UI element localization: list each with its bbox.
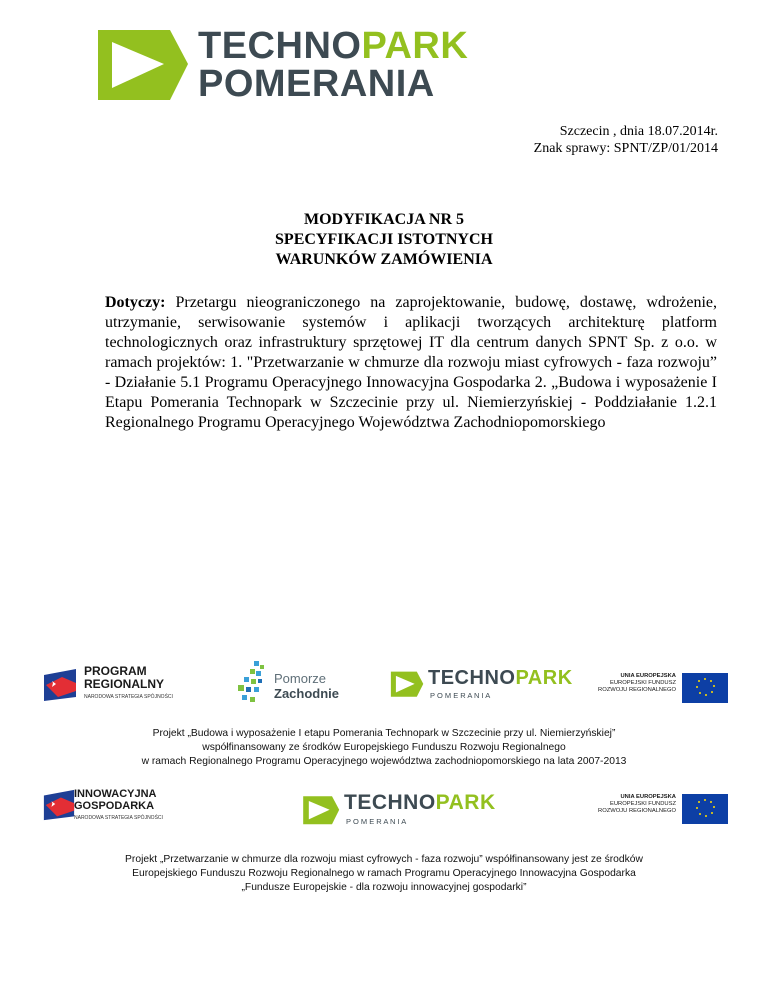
eu-flag-icon: [682, 673, 728, 703]
tp2-word-techno: TECHNO: [344, 791, 436, 814]
eu1-line-2: EUROPEJSKI FUNDUSZ: [609, 680, 676, 686]
innowacyjna-gospodarka-logo: [42, 784, 212, 828]
technopark-small-logo-1: [388, 665, 573, 705]
caption2-line-2: Europejskiego Funduszu Rozwoju Regionalnego w ramach Programu Operacyjnego Innowacyjna Gospodarka: [132, 868, 636, 879]
place-date: Szczecin , dnia 18.07.2014r.: [559, 124, 718, 139]
eu-logo-2: [598, 794, 738, 830]
eu1-line-1: UNIA EUROPEJSKA: [620, 673, 676, 679]
logo-word-pomerania: POMERANIA: [198, 63, 435, 105]
nss-flag-icon: [42, 667, 78, 703]
logo-word-techno: TECHNO: [198, 25, 362, 67]
technopark-mark-small-icon: [388, 667, 424, 701]
technopark-mark-small-icon-2: [300, 792, 340, 828]
nss-flag-icon-2: [42, 788, 76, 822]
pomorze-zachodnie-logo: [232, 659, 342, 709]
footer-logos-row-1: [0, 655, 768, 715]
pz-line-1: Pomorze: [274, 671, 327, 686]
ig-line-2: GOSPODARKA: [74, 800, 155, 812]
pr-line-1: PROGRAM: [84, 664, 147, 678]
eu2-line-1: UNIA EUROPEJSKA: [620, 794, 676, 800]
subject-paragraph: [105, 293, 717, 433]
logo-word-park: PARK: [361, 25, 469, 67]
reference-number: Znak sprawy: SPNT/ZP/01/2014: [533, 141, 718, 156]
eu-logo-1: [598, 673, 738, 709]
eu-flag-icon-2: [682, 794, 728, 824]
pz-line-2: Zachodnie: [274, 686, 340, 701]
tp1-sub: P O M E R A N I A: [430, 691, 491, 700]
caption1-line-2: współfinansowany ze środków Europejskiego Funduszu Rozwoju Regionalnego: [202, 742, 566, 753]
caption2-line-3: „Fundusze Europejskie - dla rozwoju innowacyjnej gospodarki”: [241, 882, 527, 893]
pr-sub: NARODOWA STRATEGIA SPÓJNOŚCI: [84, 694, 173, 700]
caption1-line-1: Projekt „Budowa i wyposażenie I etapu Pomerania Technopark w Szczecinie przy ul. Niemierzyńskiej”: [152, 728, 616, 739]
title-line-2: SPECYFIKACJI ISTOTNYCH: [275, 231, 493, 248]
technopark-small-logo-2: [300, 790, 496, 830]
tp2-word-park: PARK: [435, 791, 496, 814]
ig-sub: NARODOWA STRATEGIA SPÓJNOŚCI: [74, 815, 163, 821]
eu2-line-3: ROZWOJU REGIONALNEGO: [598, 808, 676, 814]
document-title: [0, 210, 768, 270]
ig-line-1: INNOWACYJNA: [74, 788, 157, 800]
program-regionalny-logo: [42, 663, 212, 707]
subject-label: Dotyczy:: [105, 294, 166, 311]
header-logo: [90, 20, 469, 110]
caption1-line-3: w ramach Regionalnego Programu Operacyjnego województwa zachodniopomorskiego na lata 2007-2013: [141, 756, 627, 767]
pomorze-pixels-icon: [232, 659, 272, 707]
eu2-line-2: EUROPEJSKI FUNDUSZ: [609, 801, 676, 807]
technopark-mark-icon: [90, 22, 190, 107]
pr-line-2: REGIONALNY: [84, 677, 165, 691]
subject-text: Przetargu nieograniczonego na zaprojektowanie, budowę, dostawę, wdrożenie, utrzymanie, serwisowanie systemów i aplikacji tworzących architekturę platform technologicznych oraz infrastruktury sprzętowej IT dla centrum danych SPNT Sp. z o.o. w ramach projektów: 1. "Przetwarzanie w chmurze dla rozwoju miast cyfrowych - faza rozwoju” - Działanie 5.1 Programu Operacyjnego Innowacyjna Gospodarka 2. „Budowa i wyposażenie I Etapu Pomerania Technopark w Szczecinie przy ul. Niemierzyńskiej - Poddziałanie 1.2.1 Regionalnego Programu Operacyjnego Województwa Zachodniopomorskiego: [105, 294, 717, 431]
title-line-1: MODYFIKACJA NR 5: [304, 211, 464, 228]
title-line-3: WARUNKÓW ZAMÓWIENIA: [275, 251, 493, 268]
caption2-line-1: Projekt „Przetwarzanie w chmurze dla rozwoju miast cyfrowych - faza rozwoju” współfinansowany jest ze środków: [125, 854, 643, 865]
tp1-word-techno: TECHNO: [428, 667, 516, 689]
eu1-line-3: ROZWOJU REGIONALNEGO: [598, 687, 676, 693]
tp1-word-park: PARK: [515, 667, 573, 689]
footer-logos-row-2: [0, 780, 768, 840]
tp2-sub: P O M E R A N I A: [346, 817, 407, 826]
